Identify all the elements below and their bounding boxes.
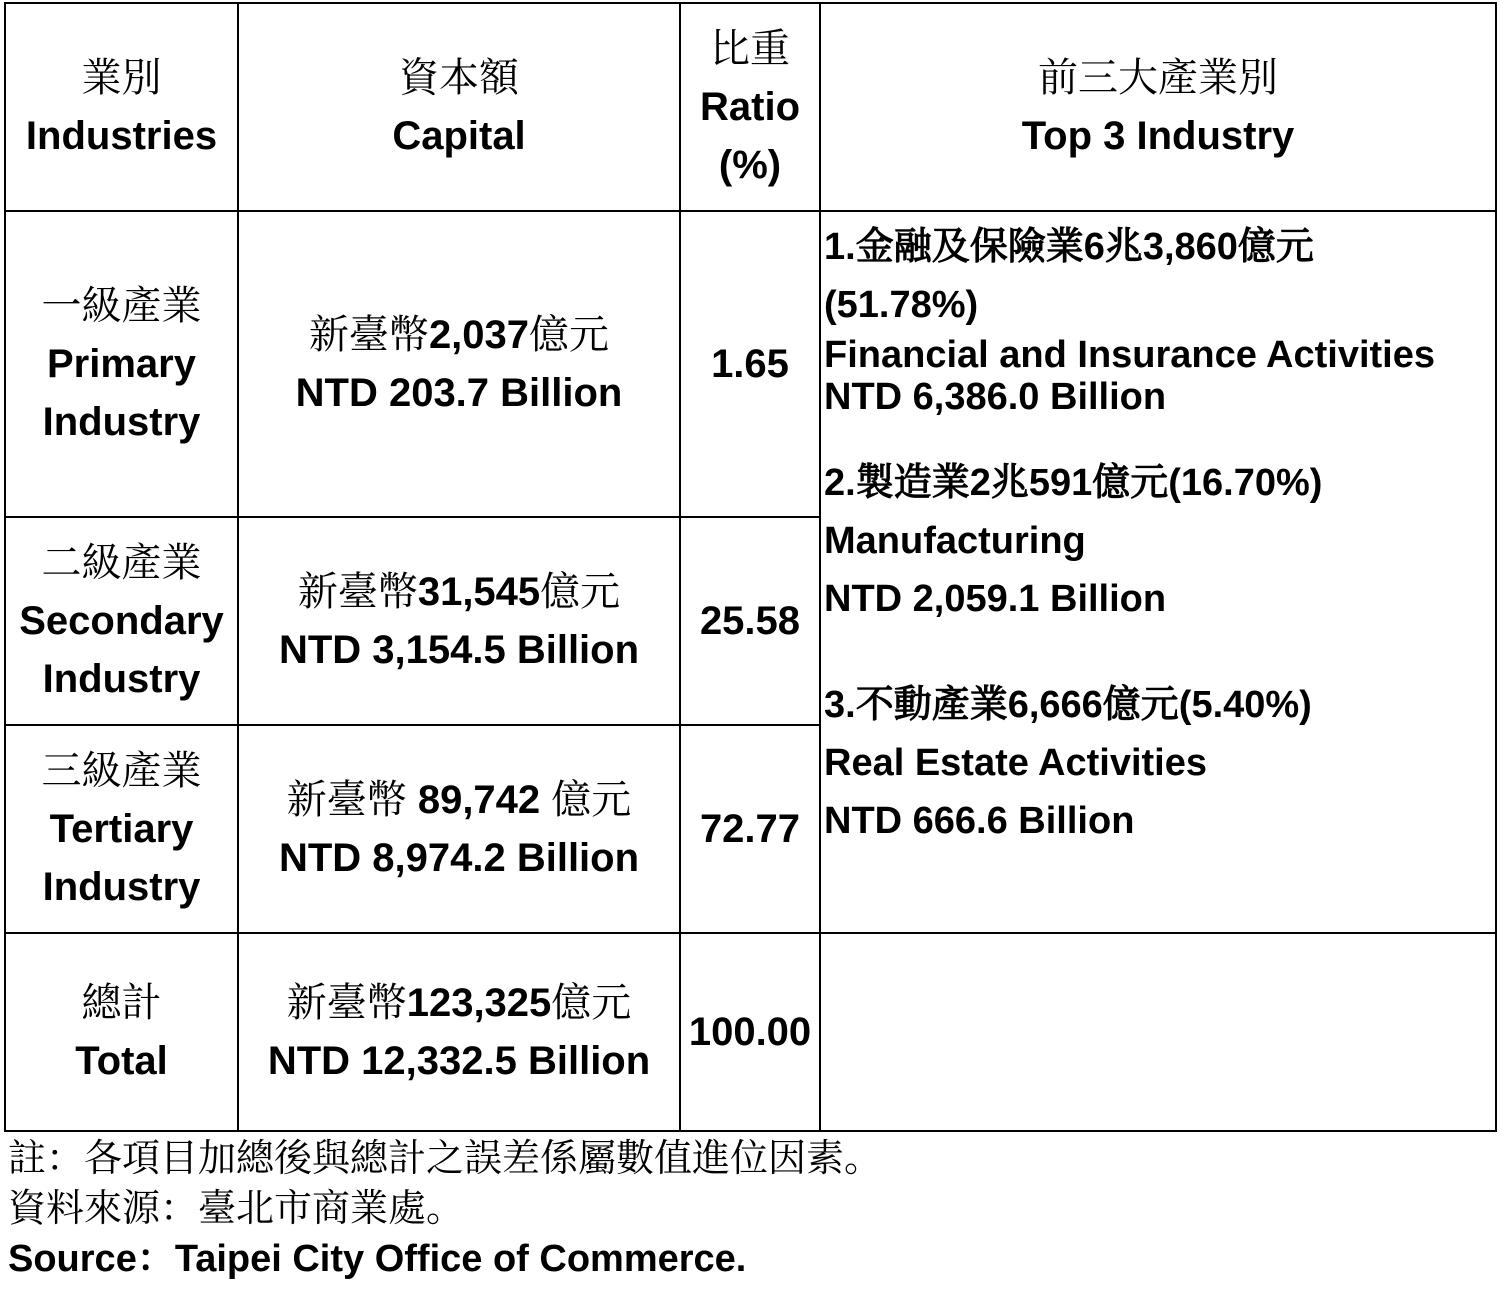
capital-en: NTD 3,154.5 Billion [278,628,640,672]
industry-en: Tertiary [49,807,194,851]
total-capital-zh [239,974,679,1032]
header-capital [238,3,680,211]
top3-item-3-amount: NTD 666.6 Billion [824,800,1135,842]
industry-cell [5,211,238,517]
capital-number: 2,037 [428,313,530,357]
top3-cell [820,211,1496,933]
total-en: Total [75,1039,168,1083]
table-row [5,211,1496,517]
capital-cell [238,211,680,517]
industry-zh: 二級產業 [41,541,202,585]
industry-cell [5,517,238,725]
industry-en: Secondary [19,599,224,643]
capital-number: 31,545 [417,570,541,614]
header-ratio-en: Ratio [700,85,800,129]
capital-prefix: 新臺幣 [286,778,418,822]
ratio-value: 72.77 [699,806,801,851]
total-label-cell [5,933,238,1131]
industry-capital-table [4,2,1497,1132]
total-ratio-cell [680,933,820,1131]
ratio-value: 25.58 [699,598,801,643]
top3-item-2-zh: 2.製造業2兆591億元(16.70%) [824,462,1323,504]
ratio-value: 1.65 [711,341,789,386]
industry-en: Industry [42,400,201,444]
capital-suffix: 億元 [551,981,632,1025]
ratio-cell [680,211,820,517]
top3-item-2-amount: NTD 2,059.1 Billion [824,578,1167,620]
industry-cell [5,725,238,933]
top3-item-1-pct: (51.78%) [824,284,979,326]
capital-en: NTD 8,974.2 Billion [278,836,640,880]
top3-item-2-en: Manufacturing [824,520,1086,562]
total-zh: 總計 [81,981,162,1025]
source-zh: 資料來源：臺北市商業處。 [8,1188,465,1230]
header-row [5,3,1496,211]
capital-zh [239,563,679,621]
header-industries [5,3,238,211]
total-empty-cell [820,933,1496,1131]
capital-prefix: 新臺幣 [286,981,407,1025]
industry-en: Industry [42,657,201,701]
header-capital-zh: 資本額 [399,56,519,100]
header-industries-en: Industries [25,114,218,158]
header-industries-zh: 業別 [81,56,162,100]
header-top3-zh: 前三大產業別 [1038,56,1278,100]
top3-item-1-zh: 1.金融及保險業6兆3,860億元 [824,226,1314,268]
capital-suffix: 億元 [540,778,632,822]
total-capital-en: NTD 12,332.5 Billion [267,1039,651,1083]
industry-zh: 一級產業 [41,284,202,328]
header-ratio [680,3,820,211]
header-ratio-unit: (%) [718,143,782,187]
header-top3 [820,3,1496,211]
capital-number: 123,325 [406,981,552,1025]
capital-zh [239,771,679,829]
top3-item-1-amount: NTD 6,386.0 Billion [824,376,1167,418]
capital-suffix: 億元 [529,313,610,357]
capital-en: NTD 203.7 Billion [295,371,623,415]
header-capital-en: Capital [392,114,526,158]
footnotes [8,1134,882,1284]
capital-zh [239,306,679,364]
capital-prefix: 新臺幣 [297,570,418,614]
top3-item-3-zh: 3.不動產業6,666億元(5.40%) [824,684,1312,726]
rounding-note: 註：各項目加總後與總計之誤差係屬數值進位因素。 [8,1138,883,1180]
capital-cell [238,725,680,933]
ratio-cell [680,517,820,725]
header-ratio-zh: 比重 [710,27,790,71]
industry-zh: 三級產業 [41,749,202,793]
industry-en: Industry [42,865,201,909]
total-capital-cell [238,933,680,1131]
capital-number: 89,742 [417,778,541,822]
ratio-cell [680,725,820,933]
capital-prefix: 新臺幣 [308,313,429,357]
industry-en: Primary [47,342,196,386]
header-top3-en: Top 3 Industry [1021,114,1295,158]
source-en: Source：Taipei City Office of Commerce. [8,1238,747,1280]
total-row [5,933,1496,1131]
capital-suffix: 億元 [540,570,621,614]
top3-item-1-en: Financial and Insurance Activities [824,334,1436,376]
total-ratio-value: 100.00 [688,1009,812,1054]
top3-item-3-en: Real Estate Activities [824,742,1207,784]
capital-cell [238,517,680,725]
